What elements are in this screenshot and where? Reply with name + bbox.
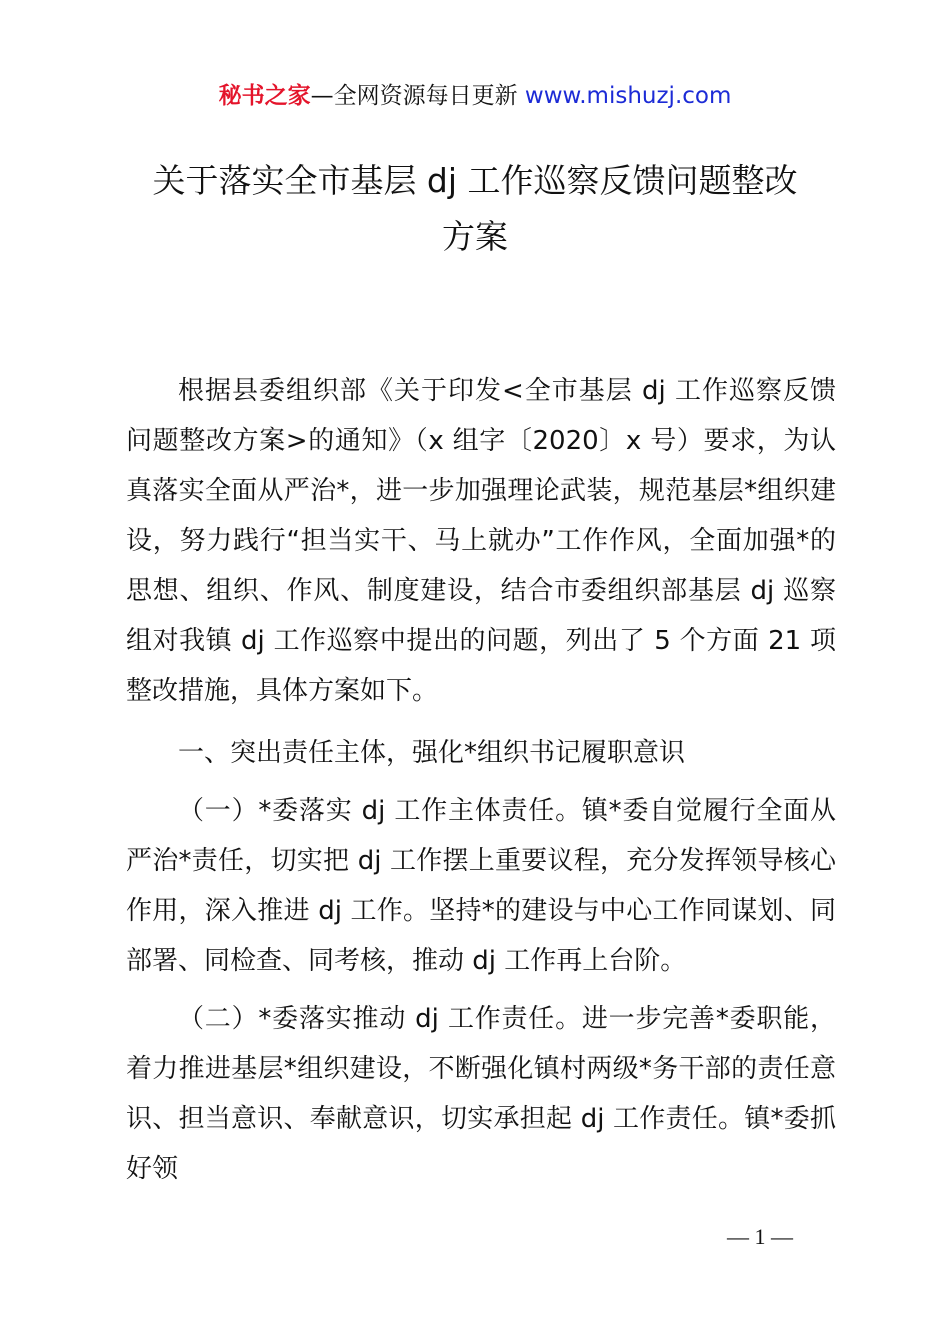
section-item-1: （一）*委落实 dj 工作主体责任。镇*委自觉履行全面从严治*责任，切实把 dj 工作摆上重要议程，充分发挥领导核心作用，深入推进 dj 工作。坚持*的建设与中心工作同谋划、同部署、同检查、同考核，推动 dj 工作再上台阶。 <box>126 796 836 976</box>
website-url[interactable]: www.mishuzj.com <box>524 83 732 109</box>
document-body <box>126 366 836 1194</box>
page-number: — 1 — <box>727 1224 793 1249</box>
section-item-2: （二）*委落实推动 dj 工作责任。进一步完善*委职能，着力推进基层*组织建设，不断强化镇村两级*务干部的责任意识、担当意识、奉献意识，切实承担起 dj 工作责任。镇*委抓好领 <box>126 1004 836 1184</box>
header-slogan: —全网资源每日更新 <box>310 83 525 109</box>
title-line-1: 关于落实全市基层 dj 工作巡察反馈问题整改 <box>152 161 798 200</box>
intro-paragraph: 根据县委组织部《关于印发<全市基层 dj 工作巡察反馈问题整改方案>的通知》（x 组字〔2020〕x 号）要求，为认真落实全面从严治*，进一步加强理论武装，规范基层*组织建设，努力践行“担当实干、马上就办”工作作风，全面加强*的思想、组织、作风、制度建设，结合市委组织部基层 dj 巡察组对我镇 dj 工作巡察中提出的问题，列出了 5 个方面 21 项整改措施，具体方案如下。 <box>126 376 836 706</box>
section-heading-1: 一、突出责任主体，强化*组织书记履职意识 <box>178 738 686 768</box>
brand-name: 秘书之家 <box>218 83 311 109</box>
title-line-2: 方案 <box>442 217 508 256</box>
site-header <box>0 80 950 112</box>
document-title <box>0 153 950 265</box>
